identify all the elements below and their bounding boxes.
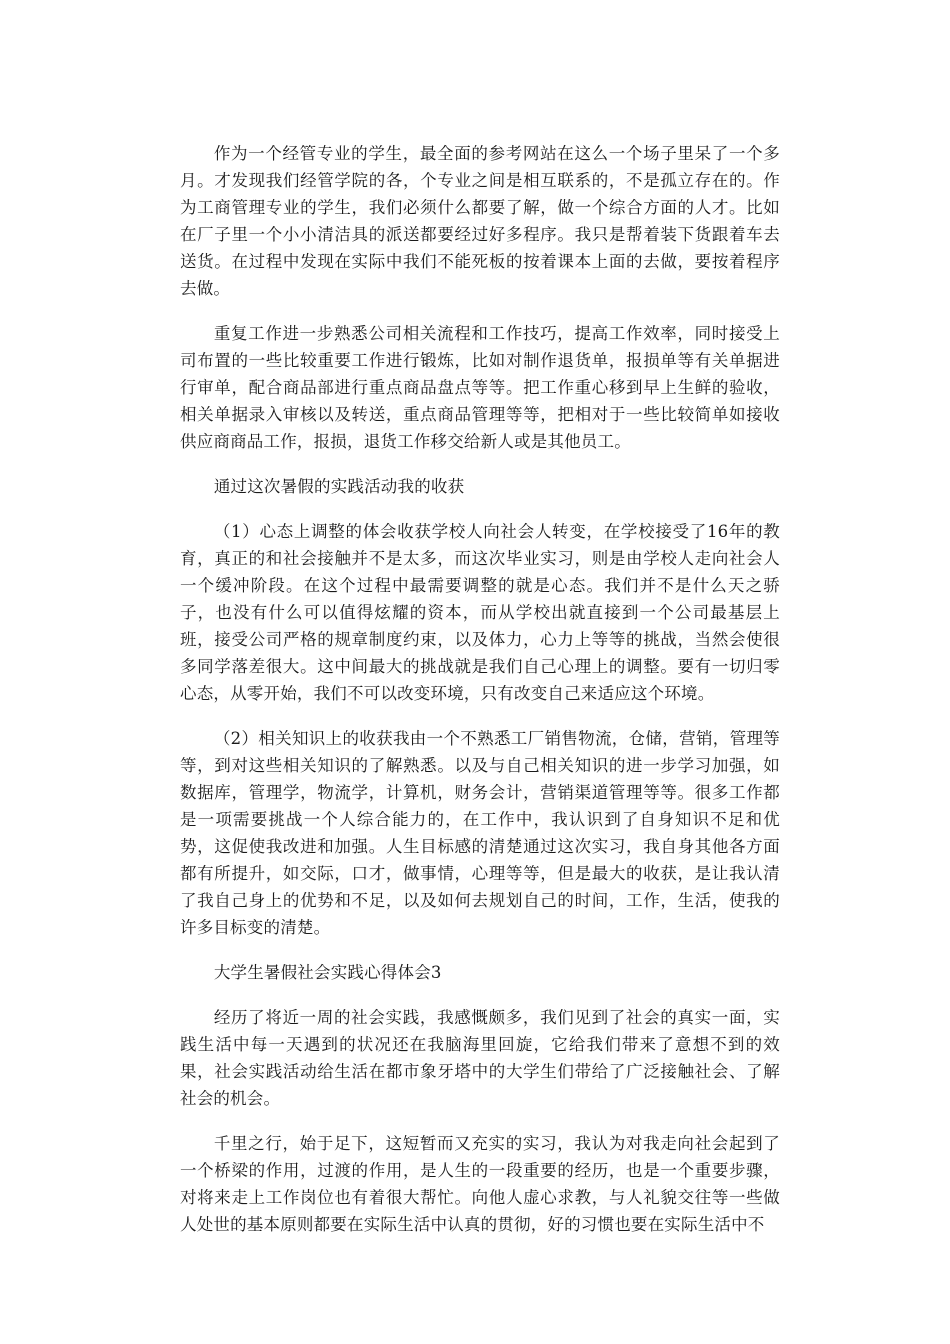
paragraph-journey-begins: 千里之行，始于足下，这短暂而又充实的实习，我认为对我走向社会起到了一个桥梁的作用，过渡的作用，是人生的一段重要的经历，也是一个重要步骤，对将来走上工作岗位也有着很大帮忙。向他人虚心求教，与人礼貌交往等一些做人处世的基本原则都要在实际生活中认真的贯彻，好的习惯也要在实际生活中不	[180, 1134, 780, 1234]
paragraph-knowledge-gains: （2）相关知识上的收获我由一个不熟悉工厂销售物流，仓储，营销，管理等等，到对这些相关知识的了解熟悉。以及与自己相关知识的进一步学习加强，如数据库，管理学，物流学，计算机，财务会计，营销渠道管理等等。很多工作都是一项需要挑战一个人综合能力的，在工作中，我认识到了自身知识不足和优势，这促使我改进和加强。人生目标感的清楚通过这次实习，我自身其他各方面都有所提升，如交际，口才，做事情，心理等等，但是最大的收获，是让我认清了我自己身上的优势和不足，以及如何去规划自己的时间，工作，生活，使我的许多目标变的清楚。	[180, 729, 780, 937]
section-heading-essay-3: 大学生暑假社会实践心得体会3	[213, 963, 442, 982]
document-body	[180, 140, 780, 1256]
section-heading-gains: 通过这次暑假的实践活动我的收获	[213, 477, 465, 496]
paragraph-internship-intro: 作为一个经管专业的学生，最全面的参考网站在这么一个场子里呆了一个多月。才发现我们经管学院的各，个专业之间是相互联系的，不是孤立存在的。作为工商管理专业的学生，我们必须什么都要了解，做一个综合方面的人才。比如在厂子里一个小小清洁具的派送都要经过好多程序。我只是帮着装下货跟着车去送货。在过程中发现在实际中我们不能死板的按着课本上面的去做，要按着程序去做。	[180, 144, 780, 298]
paragraph-mindset-gains: （1）心态上调整的体会收获学校人向社会人转变，在学校接受了16年的教育，真正的和社会接触并不是太多，而这次毕业实习，则是由学校人走向社会人一个缓冲阶段。在这个过程中最需要调整的就是心态。我们并不是什么天之骄子，也没有什么可以值得炫耀的资本，而从学校出就直接到一个公司最基层上班，接受公司严格的规章制度约束，以及体力，心力上等等的挑战，当然会使很多同学落差很大。这中间最大的挑战就是我们自己心理上的调整。要有一切归零心态，从零开始，我们不可以改变环境，只有改变自己来适应这个环境。	[180, 522, 780, 703]
paragraph-repeat-work: 重复工作进一步熟悉公司相关流程和工作技巧，提高工作效率，同时接受上司布置的一些比较重要工作进行锻炼，比如对制作退货单，报损单等有关单据进行审单，配合商品部进行重点商品盘点等等。把工作重心移到早上生鲜的验收，相关单据录入审核以及转送，重点商品管理等等，把相对于一些比较简单如接收供应商商品工作，报损，退货工作移交给新人或是其他员工。	[180, 324, 780, 451]
paragraph-social-practice: 经历了将近一周的社会实践，我感慨颇多，我们见到了社会的真实一面，实践生活中每一天遇到的状况还在我脑海里回旋，它给我们带来了意想不到的效果，社会实践活动给生活在都市象牙塔中的大学生们带给了广泛接触社会、了解社会的机会。	[180, 1008, 780, 1108]
